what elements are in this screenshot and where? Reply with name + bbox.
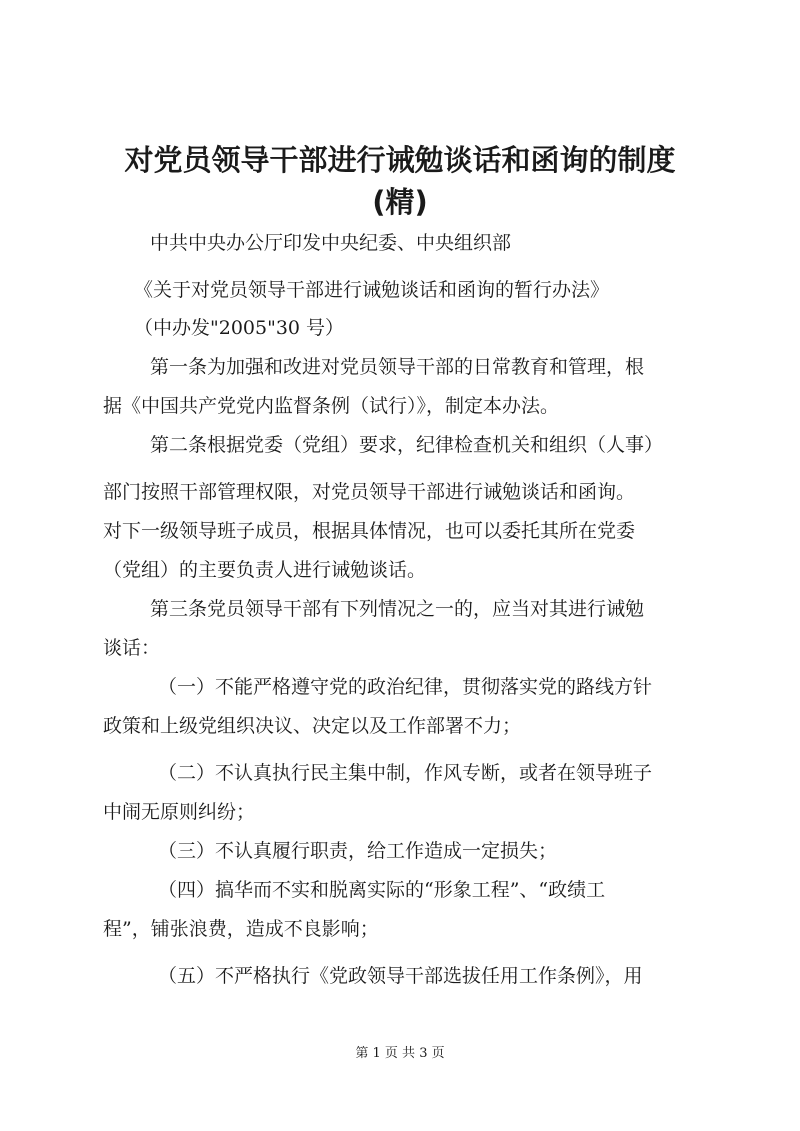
article-1-line-2: 据《中国共产党党内监督条例（试行）》，制定本办法。 bbox=[103, 395, 560, 417]
article-3-line-2: 谈话： bbox=[103, 637, 161, 659]
regulation-name-line: 《关于对党员领导干部进行诫勉谈话和函询的暂行办法》 bbox=[134, 279, 610, 301]
document-title-suffix: (精) bbox=[372, 185, 428, 219]
article-2-line-2: 部门按照干部管理权限，对党员领导干部进行诫勉谈话和函询。 bbox=[103, 481, 636, 503]
article-2-line-3: 对下一级领导班子成员，根据具体情况，也可以委托其所在党委 bbox=[103, 520, 636, 542]
item-5-line-1: （五）不严格执行《党政领导干部选拔任用工作条例》，用 bbox=[158, 965, 643, 987]
article-2-line-4: （党组）的主要负责人进行诫勉谈话。 bbox=[103, 559, 427, 581]
item-1-line-1: （一）不能严格遵守党的政治纪律，贯彻落实党的路线方针 bbox=[158, 676, 653, 698]
article-2-line-1: 第二条根据党委（党组）要求，纪律检查机关和组织（人事） bbox=[150, 434, 664, 456]
item-4-line-1: （四）搞华而不实和脱离实际的“形象工程”、“政绩工 bbox=[158, 879, 606, 901]
article-1-line-1: 第一条为加强和改进对党员领导干部的日常教育和管理，根 bbox=[150, 356, 645, 378]
item-2-line-1: （二）不认真执行民主集中制，作风专断，或者在领导班子 bbox=[158, 762, 653, 784]
issuer-line: 中共中央办公厅印发中央纪委、中央组织部 bbox=[150, 232, 512, 254]
item-3-line: （三）不认真履行职责，给工作造成一定损失； bbox=[158, 840, 558, 862]
item-2-line-2: 中闹无原则纠纷； bbox=[103, 801, 256, 823]
item-4-line-2: 程”，铺张浪费，造成不良影响； bbox=[103, 918, 379, 940]
document-title: 对党员领导干部进行诫勉谈话和函询的制度 bbox=[124, 143, 676, 177]
document-number-line: （中办发"2005"30 号） bbox=[134, 317, 345, 339]
article-3-line-1: 第三条党员领导干部有下列情况之一的，应当对其进行诫勉 bbox=[150, 598, 645, 620]
page-number-footer: 第 1 页 共 3 页 bbox=[355, 1046, 445, 1061]
item-1-line-2: 政策和上级党组织决议、决定以及工作部署不力； bbox=[103, 715, 522, 737]
